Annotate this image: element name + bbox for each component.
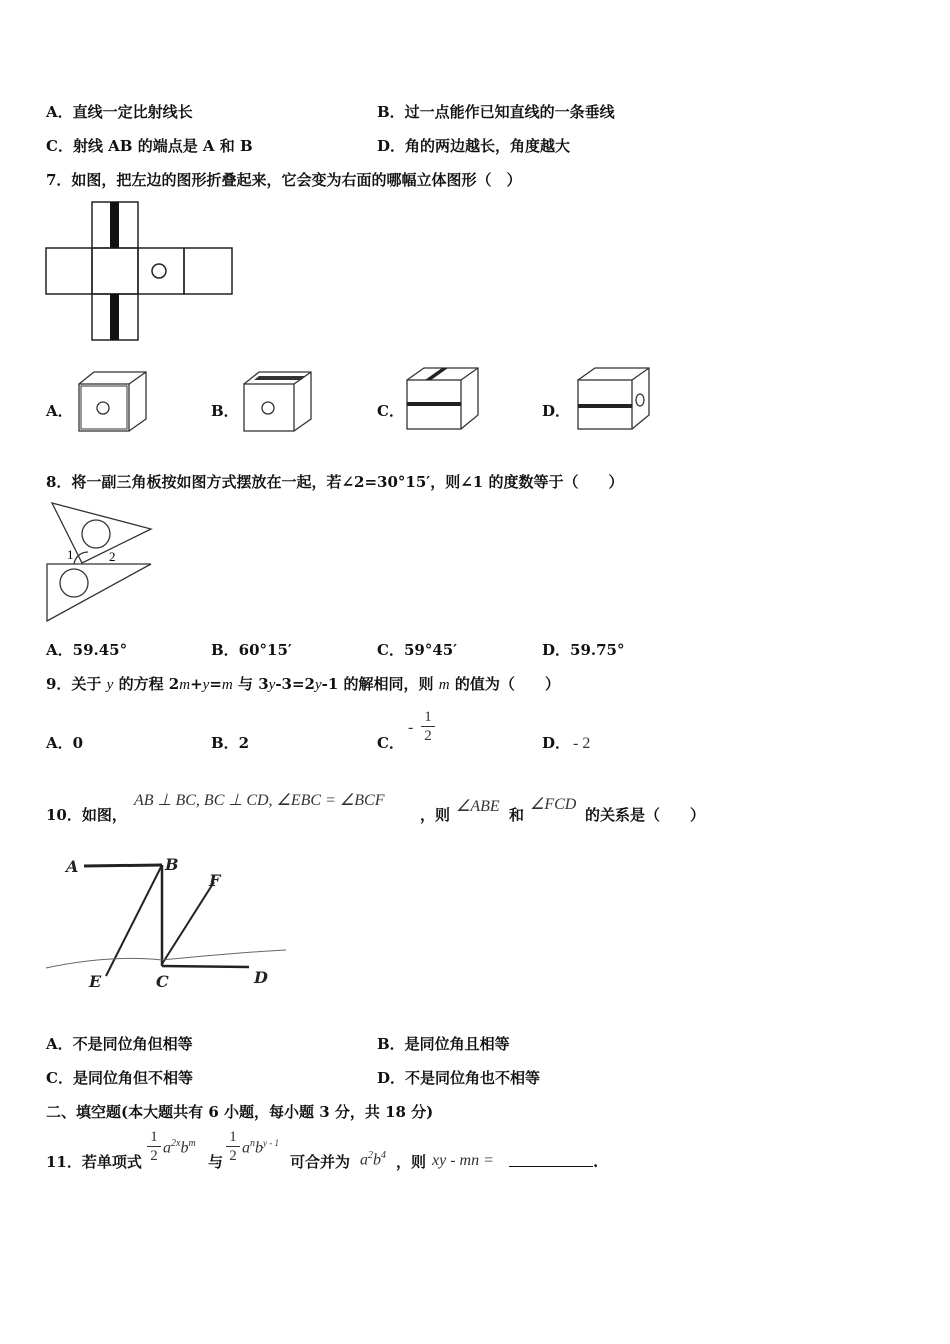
q8-option-d: D．59.75° <box>542 641 625 659</box>
q11-fraction-1 <box>147 1128 161 1165</box>
q8-triangles-figure <box>44 500 156 626</box>
q11-fraction-2 <box>226 1128 240 1165</box>
section-2-heading: 二、填空题(本大题共有 6 小题，每小题 3 分，共 18 分) <box>46 1103 434 1121</box>
q6-option-c: C．射线 AB 的端点是 A 和 B <box>46 137 253 155</box>
q10-option-a: A．不是同位角但相等 <box>46 1035 193 1053</box>
q10-option-d: D．不是同位角也不相等 <box>377 1069 541 1087</box>
q10-angle-abe: ∠ABE <box>456 798 500 815</box>
q10-and: 和 <box>509 806 525 824</box>
q10-angle-fcd: ∠FCD <box>530 796 577 813</box>
q6-option-d: D．角的两边越长，角度越大 <box>377 137 571 155</box>
q9-option-d-value: - 2 <box>573 735 591 752</box>
q9-stem: 9．关于 y 的方程 2m+y=m 与 3y-3=2y-1 的解相同，则 m 的值为（ ） <box>46 675 560 693</box>
q8-angle-1-label: 1 <box>67 547 74 562</box>
q11-term-2: $a^nb^{y - 1}$ <box>242 1138 279 1157</box>
q9-option-c-label: C． <box>377 734 404 752</box>
q10-label-a: A <box>66 857 79 876</box>
q10-stem-prefix: 10．如图， <box>46 806 127 824</box>
q11-mid: 可合并为 <box>290 1153 351 1171</box>
q6-option-b: B．过一点能作已知直线的一条垂线 <box>377 103 615 121</box>
q7-stem: 7．如图，把左边的图形折叠起来，它会变为右面的哪幅立体图形（ ） <box>46 171 522 189</box>
q11-expression: xy - mn = <box>432 1152 494 1169</box>
q11-then: ，则 <box>396 1153 427 1171</box>
q7-label-a: A． <box>46 402 73 420</box>
q8-option-a: A．59.45° <box>46 641 128 659</box>
q10-option-b: B．是同位角且相等 <box>377 1035 510 1053</box>
q9-option-a: A．0 <box>46 734 84 752</box>
q11-fraction-2-numerator: 1 <box>226 1128 240 1147</box>
q10-condition: AB ⊥ BC, BC ⊥ CD, ∠EBC = ∠BCF <box>134 792 385 809</box>
q11-result: $a^2b^4$ <box>360 1150 386 1169</box>
q7-label-b: B． <box>211 402 239 420</box>
q7-cube-b <box>241 370 317 434</box>
q8-option-b: B．60°15′ <box>211 641 292 659</box>
q10-stem-end: 的关系是（ ） <box>585 806 706 824</box>
q9-option-d-label: D． <box>542 734 571 752</box>
q10-label-d: D <box>254 968 268 987</box>
q7-label-c: C． <box>377 402 404 420</box>
q10-label-e: E <box>89 972 102 991</box>
q10-label-b: B <box>165 855 179 874</box>
q10-label-f: F <box>209 871 221 890</box>
q8-option-c: C．59°45′ <box>377 641 458 659</box>
q11-fraction-1-numerator: 1 <box>147 1128 161 1147</box>
q10-option-c: C．是同位角但不相等 <box>46 1069 193 1087</box>
q10-then: ，则 <box>420 806 451 824</box>
q11-end: . <box>593 1153 599 1171</box>
q8-stem: 8．将一副三角板按如图方式摆放在一起，若∠2=30°15′，则∠1 的度数等于（ ） <box>46 473 624 491</box>
q8-angle-2-label: 2 <box>109 549 116 564</box>
q9-option-c-fraction <box>421 708 435 745</box>
q11-fraction-2-denominator: 2 <box>229 1148 237 1164</box>
q7-label-d: D． <box>542 402 571 420</box>
q11-fraction-1-denominator: 2 <box>150 1148 158 1164</box>
q7-net-figure <box>44 200 236 342</box>
q11-answer-blank <box>509 1152 598 1172</box>
q9-option-b: B．2 <box>211 734 250 752</box>
q10-figure <box>44 852 288 992</box>
q11-prefix: 11．若单项式 <box>46 1153 142 1171</box>
q9-option-c-sign: - <box>408 719 414 736</box>
q10-label-c: C <box>156 972 169 991</box>
q11-term-1: $a^{2x}b^m$ <box>163 1138 196 1157</box>
q7-cube-d <box>575 366 653 432</box>
q7-cube-a <box>76 370 152 434</box>
q9-option-c-denominator: 2 <box>424 728 432 744</box>
q6-option-a: A．直线一定比射线长 <box>46 103 193 121</box>
q11-connector: 与 <box>208 1153 224 1171</box>
q9-option-c-numerator: 1 <box>421 708 435 727</box>
q7-cube-c <box>404 366 482 432</box>
